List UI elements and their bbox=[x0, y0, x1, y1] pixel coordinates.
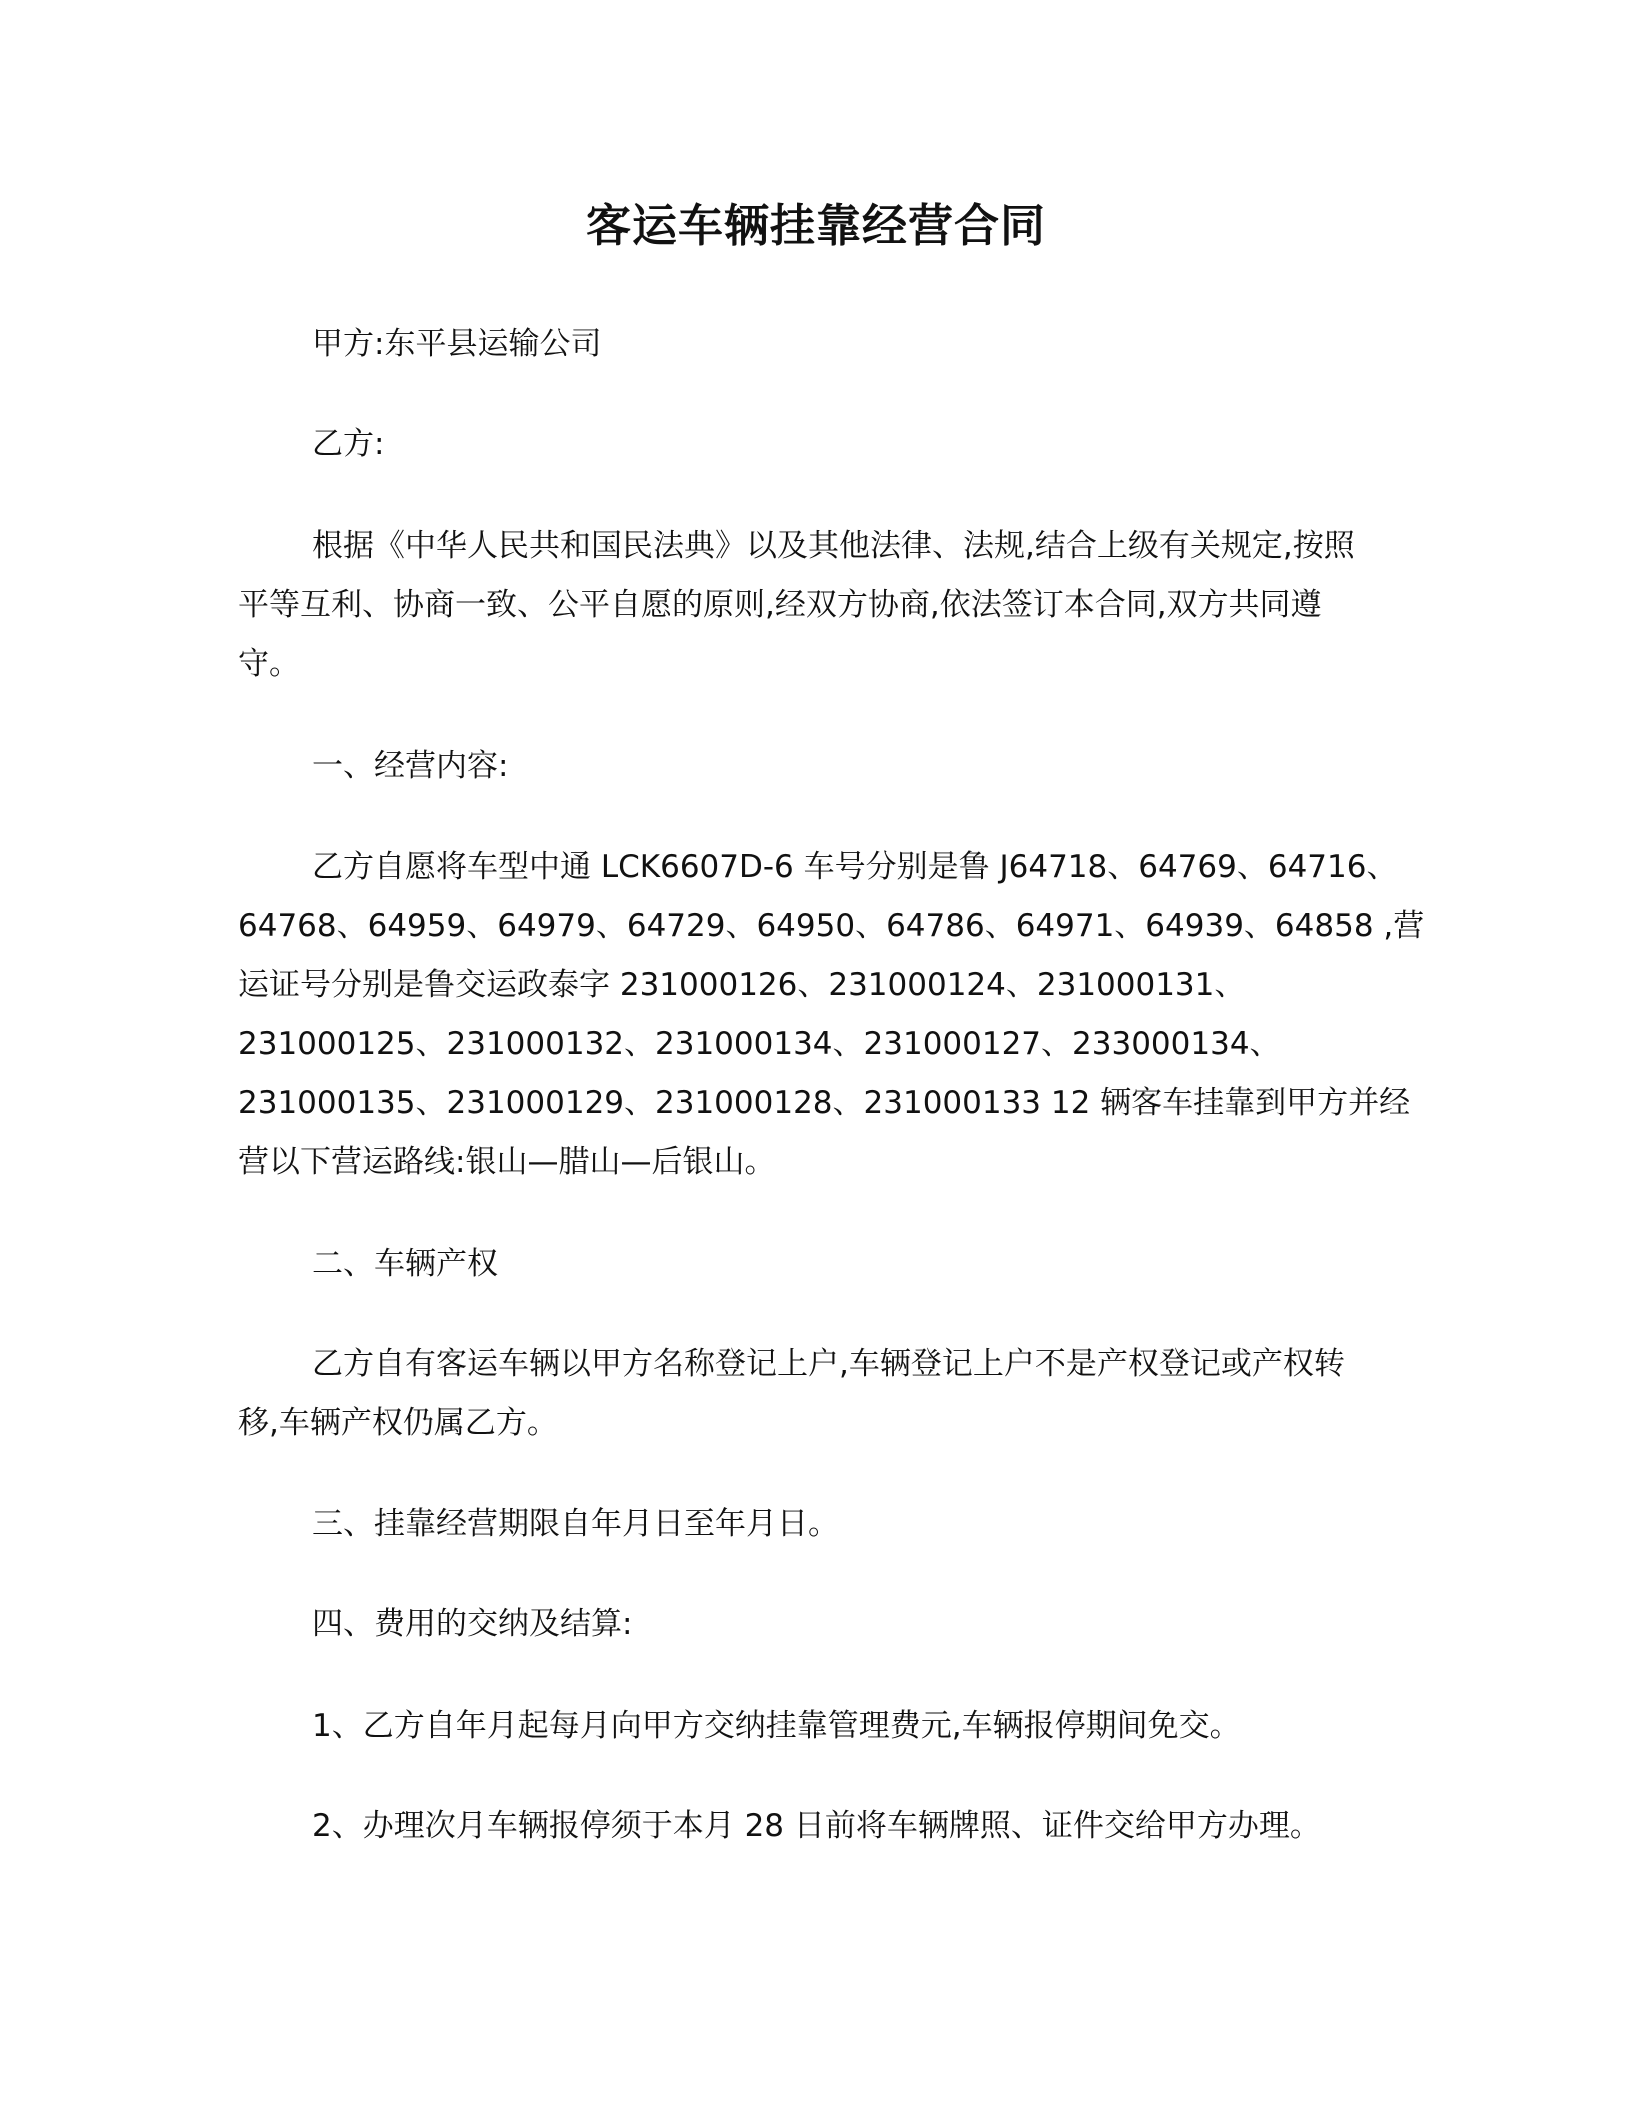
preamble-line-2: 平等互利、协商一致、公平自愿的原则,经双方协商,依法签订本合同,双方共同遵 bbox=[238, 587, 1322, 623]
section1-line-1: 乙方自愿将车型中通 LCK6607D-6 车号分别是鲁 J64718、64769、64716、 bbox=[312, 849, 1398, 885]
section2-line-1: 乙方自有客运车辆以甲方名称登记上户,车辆登记上户不是产权登记或产权转 bbox=[312, 1346, 1345, 1382]
section3-heading: 三、挂靠经营期限自年月日至年月日。 bbox=[312, 1506, 839, 1542]
preamble-line-3: 守。 bbox=[238, 646, 300, 682]
preamble-line-1: 根据《中华人民共和国民法典》以及其他法律、法规,结合上级有关规定,按照 bbox=[312, 528, 1355, 564]
section1-line-2: 64768、64959、64979、64729、64950、64786、64971、64939、64858 ,营 bbox=[238, 908, 1425, 944]
section1-line-5: 231000135、231000129、231000128、231000133 12 辆客车挂靠到甲方并经 bbox=[238, 1085, 1411, 1121]
section4-item-1: 1、乙方自年月起每月向甲方交纳挂靠管理费元,车辆报停期间免交。 bbox=[312, 1708, 1241, 1744]
section1-line-3: 运证号分别是鲁交运政泰字 231000126、231000124、231000131、 bbox=[238, 967, 1246, 1003]
section1-line-4: 231000125、231000132、231000134、231000127、233000134、 bbox=[238, 1026, 1281, 1062]
section1-heading: 一、经营内容: bbox=[312, 748, 509, 784]
party-b-line: 乙方: bbox=[312, 426, 385, 462]
document-title: 客运车辆挂靠经营合同 bbox=[585, 199, 1046, 252]
section2-line-2: 移,车辆产权仍属乙方。 bbox=[238, 1405, 558, 1441]
section4-heading: 四、费用的交纳及结算: bbox=[312, 1606, 633, 1642]
section4-item-2: 2、办理次月车辆报停须于本月 28 日前将车辆牌照、证件交给甲方办理。 bbox=[312, 1808, 1321, 1844]
section2-heading: 二、车辆产权 bbox=[312, 1246, 498, 1282]
party-a-line: 甲方:东平县运输公司 bbox=[312, 326, 602, 362]
section1-line-6: 营以下营运路线:银山—腊山—后银山。 bbox=[238, 1144, 776, 1180]
